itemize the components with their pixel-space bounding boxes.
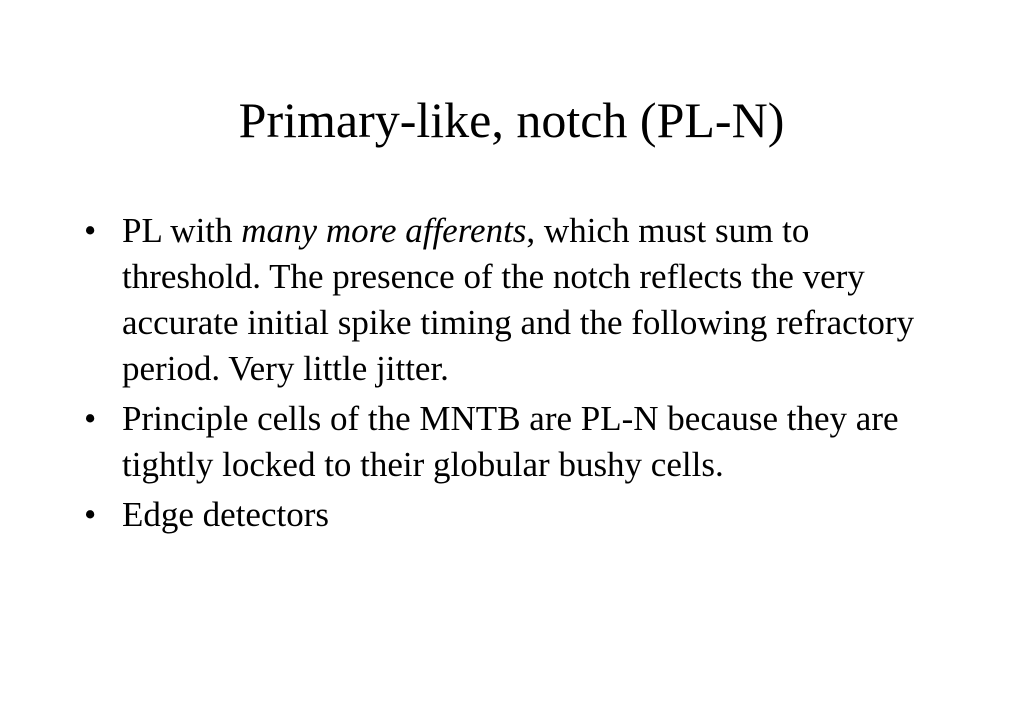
bullet-text: Principle cells of the MNTB are PL-N because they are tightly locked to their globular bushy cells. [122, 399, 899, 484]
slide-title: Primary-like, notch (PL-N) [238, 92, 785, 148]
bullet-dot-icon: • [84, 495, 97, 534]
bullet-item [84, 396, 944, 488]
bullet-text-emphasis: many more afferents [241, 211, 527, 250]
bullet-dot-icon: • [84, 399, 97, 438]
bullet-item [84, 492, 944, 538]
bullet-text [122, 211, 914, 388]
bullet-text-part: , which must sum to threshold. The presence of the notch reflects the very accurate initial spike timing and the following refractory period. Very little jitter. [122, 211, 915, 388]
bullet-dot-icon: • [84, 211, 97, 250]
bullet-text-part: PL with [122, 211, 242, 250]
bullet-item [84, 208, 944, 392]
bullet-list [84, 208, 944, 542]
bullet-text: Edge detectors [122, 495, 329, 534]
